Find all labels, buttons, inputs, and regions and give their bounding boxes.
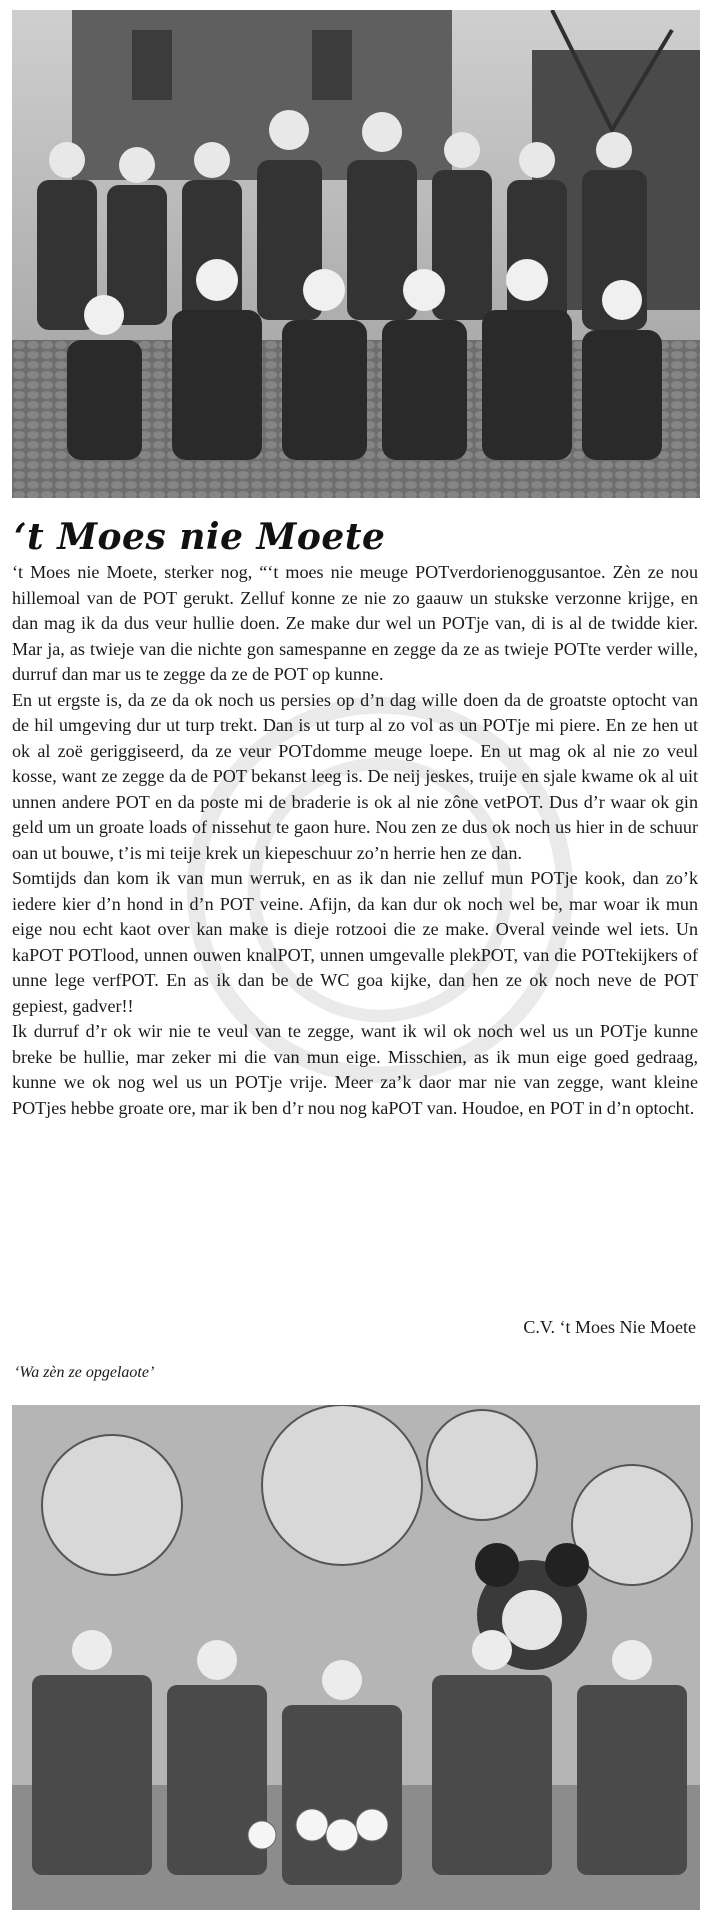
photo-caption: ‘Wa zèn ze opgelaote’ [14,1364,155,1381]
signature: C.V. ‘t Moes Nie Moete [523,1317,696,1337]
paragraph: ‘t Moes nie Moete, sterker nog, “‘t moes nie meuge POTverdorienoggusantoe. Zèn ze nou hillemoal van de POT gerukt. Zelluf konne ze nie zo gaauw un stukske verzonne krijge, en dan mag ik da dus veur hullie doen. Ze make dur wel un POTje van, di is al de twidde kier. Mar ja, as twieje van die nichte gon samespanne en zegge da ze as twieje POTte verder wille, durruf dan mar us te zegge da ze de POT op kunne. [12,562,698,684]
paragraph: Somtijds dan kom ik van mun werruk, en as ik dan nie zelluf mun POTje kook, dan zo’k iedere kier d’n hond in d’n POT veine. Afijn, da kan dur ok noch wel be, mar woar ik mun eige nou echt kaot over kan make is dieje rotzooi die ze make. Overal veinde wel iets. Un kaPOT POTlood, unnen ouwen knalPOT, unnen umgevalle plekPOT, van die POTtekijkers of unne lege verfPOT. En as ik dan be de WC goa kijke, dan hen ze ok noch neve de POT gepiest, gadver!! [12,868,698,1016]
paragraph: Ik durruf d’r ok wir nie te veul van te zegge, want ik wil ok noch wel us un POTje kunne breke be hullie, mar zeker mi die van mun eige. Misschien, as ik mun eige goed gedraag, kunne we ok nog wel us un POTje vrije. Meer za’k daor mar nie van zegge, want kleine POTjes hebbe groate ore, mar ik ben d’r nou nog kaPOT van. Houdoe, en POT in d’n optocht. [12,1021,698,1118]
group-photo [12,10,700,498]
paragraph: En ut ergste is, da ze da ok noch us persies op d’n dag wille doen da de groatste optocht van de hil umgeving dur ut turp trekt. Dan is ut turp al zo vol as un POTje mi piere. En ze hen ut ok al zoë geriggiseerd, da ze veur POTdomme meuge loepe. En ut mag ok al nie zo veul kosse, want ze zegge da de POT bekanst leeg is. De neij jeskes, truije en sjale kwame ok al uit unnen andere POT en da poste mi de braderie is ok al nie zône vetPOT. Dus d’r waar ok gin geld um un groate loads of nissehut te gaon hure. Nou zen ze dus ok noch us hier in de schuur oan ut bouwe, t’is mi teije krek un kiepeschuur zo’n herrie hen ze dan. [12,689,698,863]
article-body [12,560,698,1121]
parade-photo [12,1405,700,1910]
article-title: ‘t Moes nie Moete [14,516,386,558]
